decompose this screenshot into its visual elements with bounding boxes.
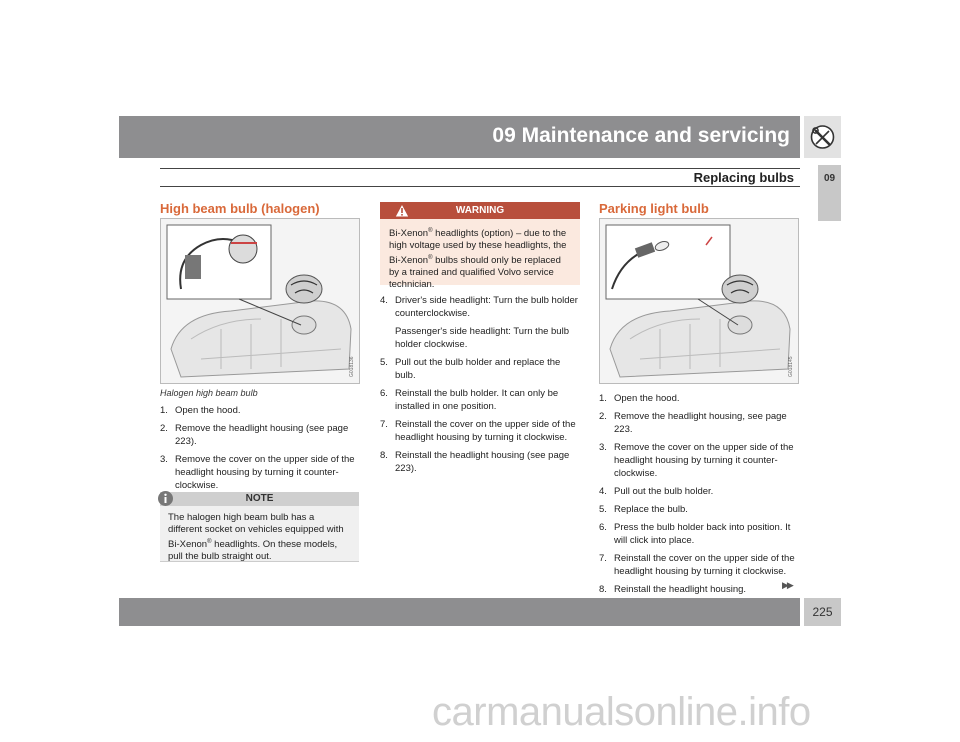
list-item: 5. Pull out the bulb holder and replace the bulb. — [380, 357, 561, 381]
continue-arrows: ▶▶ — [782, 580, 792, 590]
col3-title: Parking light bulb — [599, 201, 709, 216]
warning-header: WARNING — [380, 202, 580, 219]
wrench-screwdriver-icon — [804, 116, 841, 158]
chapter-icon-box — [804, 116, 841, 158]
list-item: 7. Reinstall the cover on the upper side of the headlight housing by turning it clockwise. — [380, 419, 576, 443]
note-text: The halogen high beam bulb has a different socket on vehicles equipped with Bi-Xenon® headlights. On these models, pull the bulb straight out. — [168, 512, 344, 563]
list-item: 2. Remove the headlight housing (see page 223). — [160, 423, 349, 447]
warning-box — [380, 202, 580, 291]
list-item: 8. Reinstall the headlight housing (see page 223). — [380, 450, 570, 474]
figure-id: G018145 — [788, 356, 794, 377]
chapter-number: 09 — [823, 173, 836, 184]
note-box — [160, 492, 359, 562]
list-item: 4. Pull out the bulb holder. — [599, 486, 714, 497]
col3-step-list — [599, 392, 801, 601]
list-item: 6. Reinstall the bulb holder. It can only be installed in one position. — [380, 388, 559, 412]
list-item: 2. Remove the headlight housing, see page 223. — [599, 411, 787, 435]
list-item: 5. Replace the bulb. — [599, 504, 688, 515]
list-item: 6. Press the bulb holder back into position. It will click into place. — [599, 522, 791, 546]
list-item: 4. Driver's side headlight: Turn the bulb holder counterclockwise. Passenger's side headlight: Turn the bulb holder clockwise. — [380, 295, 578, 350]
list-item: 8. Reinstall the headlight housing. — [599, 584, 747, 595]
footer-band — [119, 598, 800, 626]
headlight-illustration — [600, 219, 798, 383]
list-item: 7. Reinstall the cover on the upper side of the headlight housing by turning it clockwise. — [599, 553, 795, 577]
warning-triangle-icon — [394, 203, 410, 218]
list-item: 3. Remove the cover on the upper side of the headlight housing by turning it counter-clockwise. — [160, 454, 355, 491]
headlight-illustration — [161, 219, 359, 383]
note-header: NOTE — [160, 492, 359, 506]
info-icon — [157, 490, 174, 507]
col2-step-list — [380, 294, 582, 480]
parking-bulb-figure — [599, 218, 799, 384]
halogen-bulb-figure — [160, 218, 360, 384]
figure-caption: Halogen high beam bulb — [160, 388, 258, 398]
col1-step-list — [160, 404, 362, 497]
warning-text: Bi-Xenon® headlights (option) – due to the high voltage used by these headlights, the Bi-Xenon® bulbs should only be replaced by a trained and qualified Volvo service technician. — [389, 228, 567, 291]
chapter-title: 09 Maintenance and servicing — [492, 124, 790, 147]
col1-title: High beam bulb (halogen) — [160, 201, 320, 216]
figure-id: G018136 — [349, 356, 355, 377]
list-item: 1. Open the hood. — [160, 405, 241, 416]
watermark: carmanualsonline.info — [432, 690, 811, 734]
list-item: 1. Open the hood. — [599, 393, 680, 404]
section-title: Replacing bulbs — [693, 170, 794, 185]
list-item: 3. Remove the cover on the upper side of the headlight housing by turning it counter-clockwise. — [599, 442, 794, 479]
page-number: 225 — [812, 605, 833, 619]
